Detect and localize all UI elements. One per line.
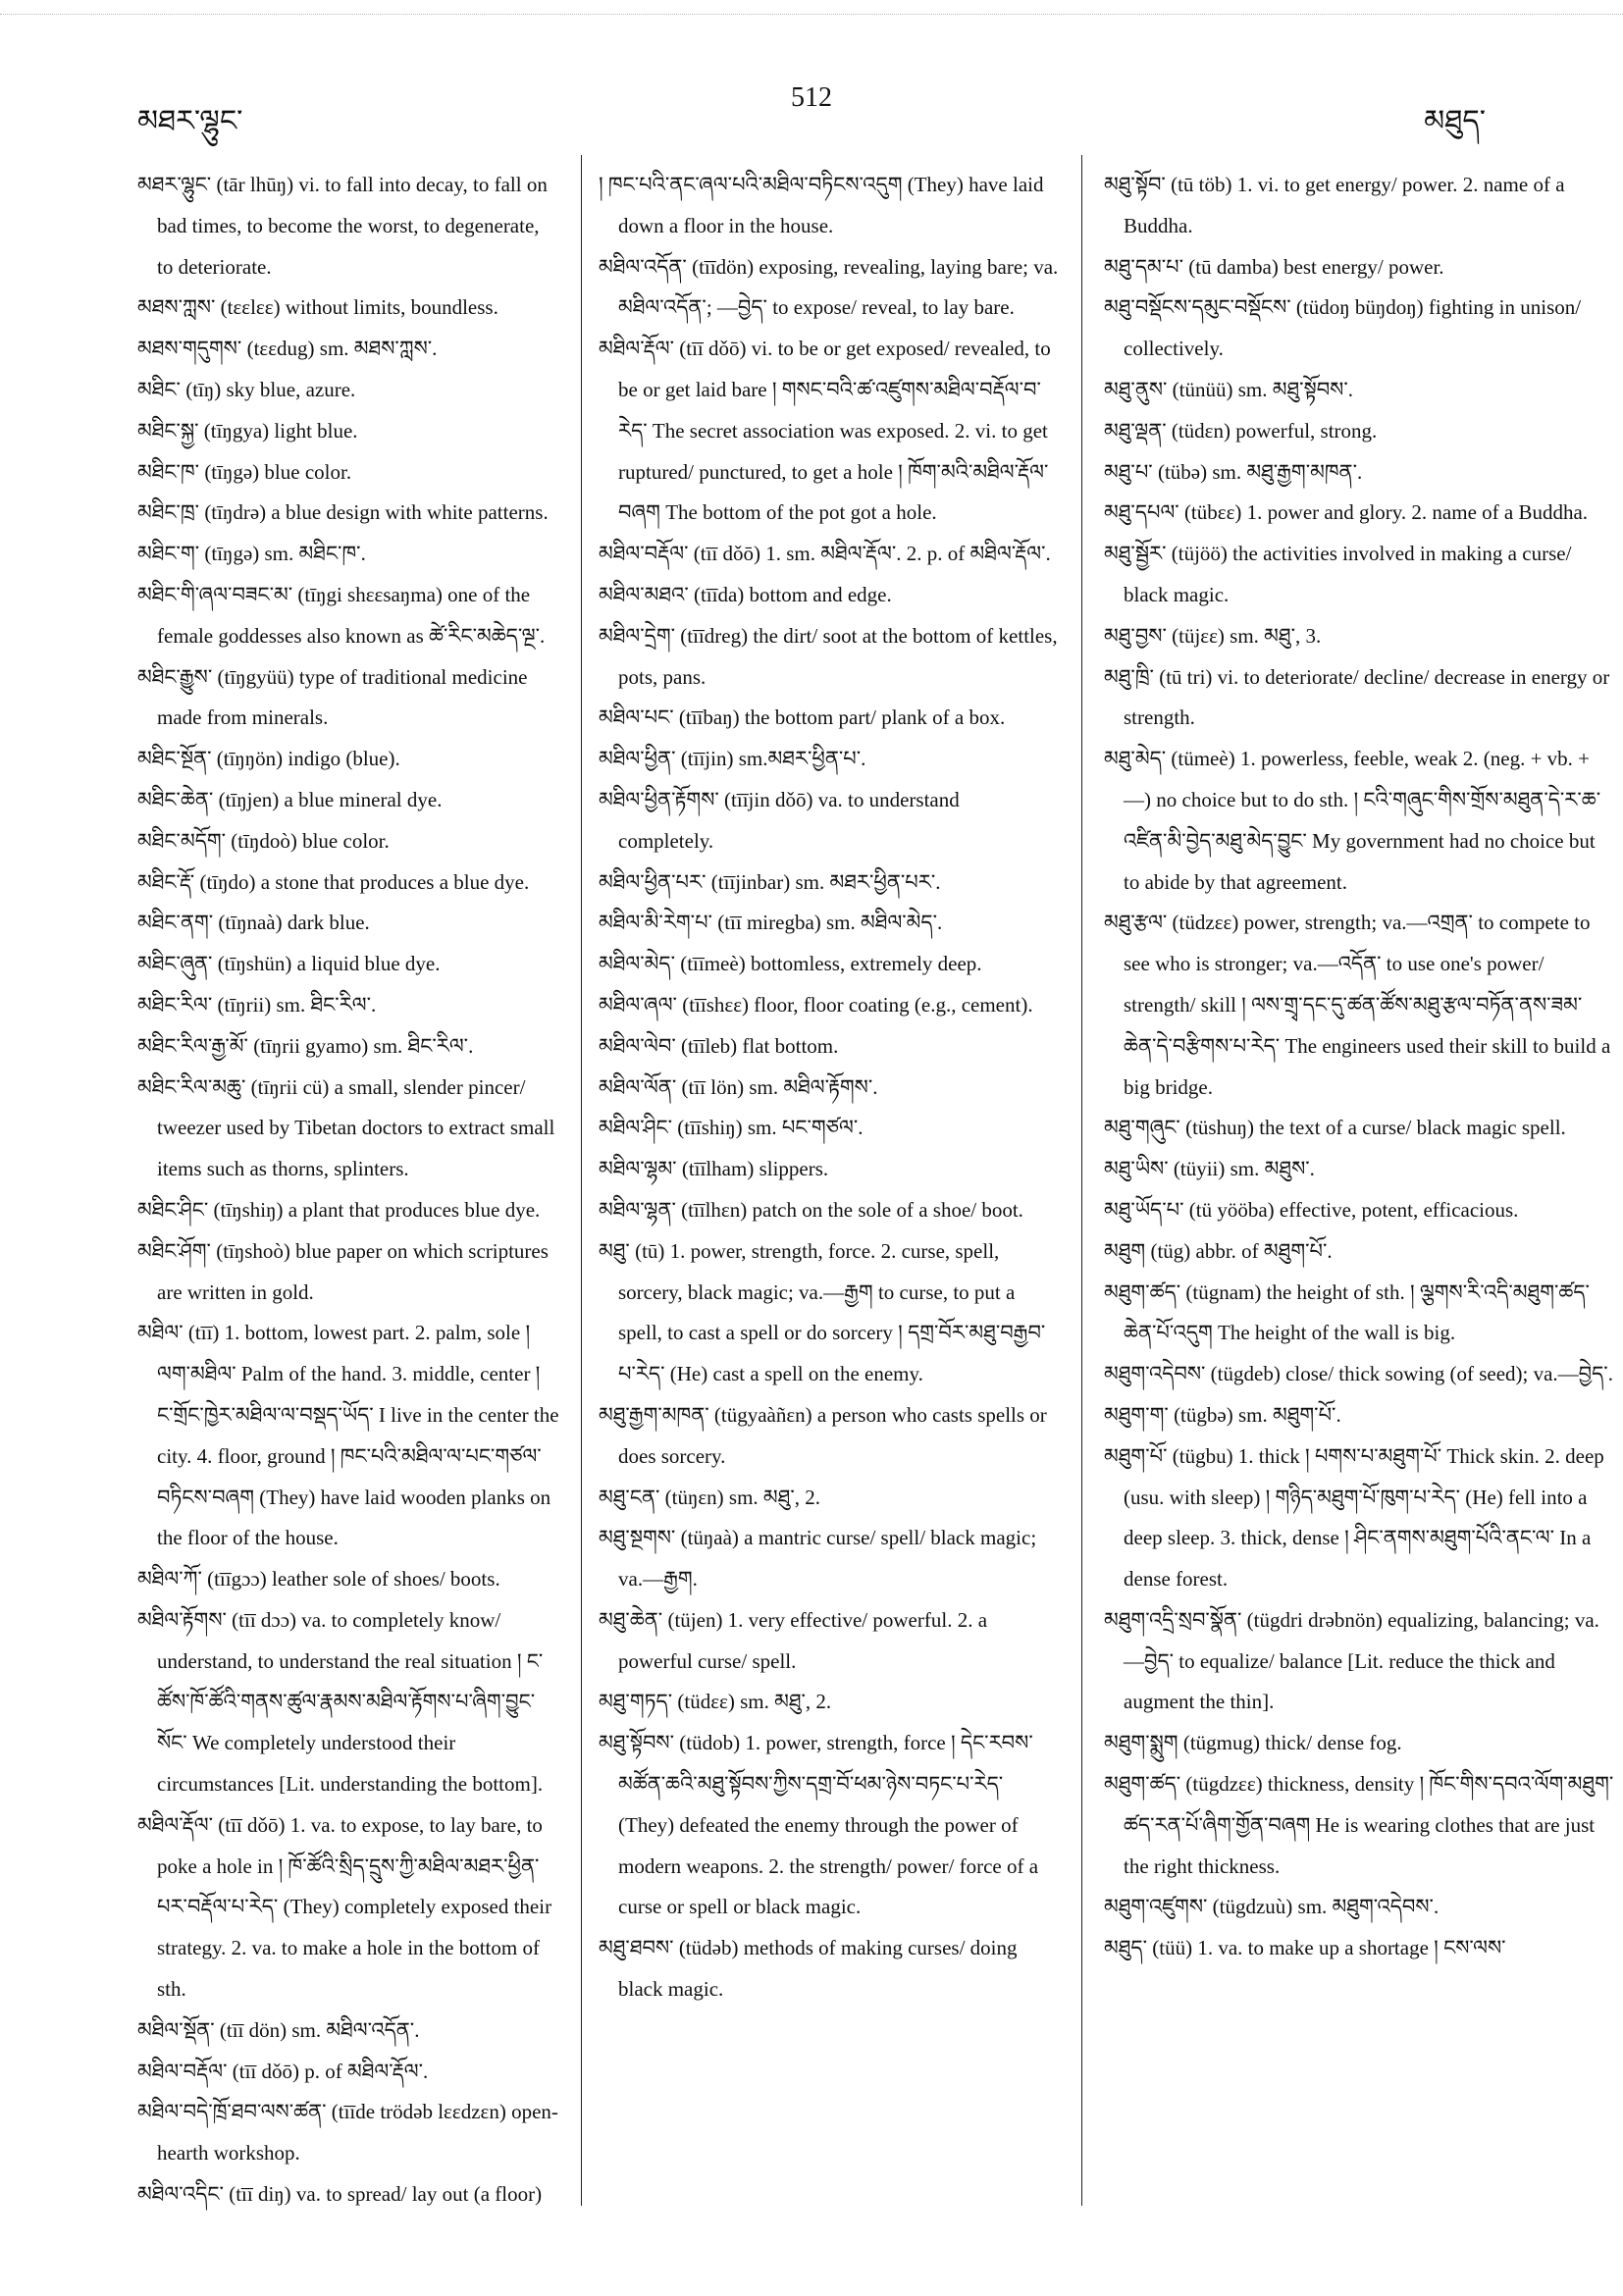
dictionary-entry: མཐིལ་མཐའ་ (tīīda) bottom and edge.	[599, 582, 892, 606]
dictionary-entry: མཐིལ་ཕྱིན་པར་ (tīījinbar) sm. མཐར་ཕྱིན་པར་.	[599, 869, 941, 894]
dictionary-entry: མཐིང་ནག་ (tīŋnaà) dark blue.	[137, 911, 370, 935]
dictionary-entry: མཐིལ་ལེབ་ (tīīleb) flat bottom.	[599, 1033, 839, 1058]
dictionary-entry: མཐས་ཀླས་ (tɛɛlɛɛ) without limits, boundless.	[137, 295, 498, 320]
dictionary-entry: མཐུ་མེད་ (tümeè) 1. powerless, feeble, weak 2. (neg. + vb. + —) no choice but to do sth. ། ངའི་གཞུང་གིས་གྲོས་མཐུན་དེ་ར་ཆ་འཛིན་མི་བྱེད་མཐུ་མེད་བྱུང་ My government had no choice but to abide by that agreement.	[1104, 747, 1601, 894]
dictionary-entry: མཐིང་ཤིང་ (tīŋshiŋ) a plant that produces blue dye.	[137, 1197, 541, 1222]
dictionary-entry: མཐུ་ཁྲི་ (tū tri) vi. to deteriorate/ decline/ decrease in energy or strength.	[1104, 664, 1610, 730]
dictionary-entry: མཐིལ་ཕྱིན་ (tīījin) sm.མཐར་ཕྱིན་པ་.	[599, 747, 866, 771]
dictionary-entry: མཐུ་པ་ (tübə) sm. མཐུ་རྒྱག་མཁན་.	[1104, 459, 1363, 484]
dictionary-entry: མཐུ་ཐབས་ (tüdəb) methods of making curses/ doing black magic.	[599, 1936, 1018, 2002]
dictionary-entry: མཐིལ་ཤིང་ (tīīshiŋ) sm. པང་གཙལ་.	[599, 1116, 864, 1140]
dictionary-entry: མཐས་གདུགས་ (tɛɛdug) sm. མཐས་ཀླས་.	[137, 337, 438, 361]
dictionary-entry: མཐུག་སྨུག (tügmug) thick/ dense fog.	[1104, 1731, 1402, 1755]
dictionary-entry: མཐུ་གཏད་ (tüdɛɛ) sm. མཐུ་, 2.	[599, 1690, 832, 1714]
dictionary-entry: མཐིང་ (tīŋ) sky blue, azure.	[137, 377, 356, 401]
dictionary-entry: མཐིལ་ལོན་ (tīī lön) sm. མཐིལ་རྟོགས་.	[599, 1074, 878, 1099]
dictionary-entry: མཐིལ་ཀོ་ (tīīgɔɔ) leather sole of shoes/ boots.	[137, 1567, 500, 1592]
dictionary-entry: མཐིལ་མེད་ (tīīmeè) bottomless, extremely deep.	[599, 952, 982, 976]
dictionary-entry: མཐིལ་བདེ་ཁྲོ་ཐབ་ལས་ཚན་ (tīīde trödəb lɛɛdzɛn) open-hearth workshop.	[137, 2100, 558, 2166]
dictionary-entry: མཐར་ལྷུང་ (tār lhūŋ) vi. to fall into decay, to fall on bad times, to become the worst, to degenerate, to deteriorate.	[137, 173, 548, 279]
dictionary-entry: མཐིང་རིལ་མཆུ་ (tīŋrii cü) a small, slender pincer/ tweezer used by Tibetan doctors to extract small items such as thorns, splinters.	[137, 1074, 555, 1181]
dictionary-entry: མཐུ་རྒྱག་མཁན་ (tügyaàñɛn) a person who casts spells or does sorcery.	[599, 1402, 1047, 1468]
dictionary-entry: མཐུ་ (tū) 1. power, strength, force. 2. curse, spell, sorcery, black magic; va.—རྒྱག to curse, to put a spell, to cast a spell or do sorcery ། དགྲ་བོར་མཐུ་བརྒྱབ་པ་རེད་ (He) cast a spell on the enemy.	[599, 1238, 1046, 1386]
dictionary-entry: མཐུག་ག་ (tügbə) sm. མཐུག་པོ་.	[1104, 1402, 1341, 1427]
dictionary-entry: མཐིང་སྔོན་ (tīŋŋön) indigo (blue).	[137, 747, 400, 771]
dictionary-entry: མཐུ་ལྡན་ (tüdɛn) powerful, strong.	[1104, 418, 1378, 443]
dictionary-entry: མཐུག (tüg) abbr. of མཐུག་པོ་.	[1104, 1238, 1333, 1263]
dictionary-entry: མཐིལ་ཕྱིན་རྟོགས་ (tīījin dǒō) va. to understand completely.	[599, 787, 960, 853]
dictionary-entry: མཐིང་ག་ (tīŋgə) sm. མཐིང་ཁ་.	[137, 542, 366, 566]
dictionary-entry: མཐིལ་ (tīī) 1. bottom, lowest part. 2. palm, sole ། ལག་མཐིལ་ Palm of the hand. 3. middle, center ། ང་གྲོང་ཁྱེར་མཐིལ་ལ་བསྡད་ཡོད་ I live in the center the city. 4. floor, ground ། ཁང་པའི་མཐིལ་ལ་པང་གཙལ་བཏིངས་བཞག (They) have laid wooden planks on the floor of the house.	[137, 1321, 559, 1550]
dictionary-column-2	[599, 165, 1060, 2010]
dictionary-entry: མཐུ་སྟོབས་ (tüdob) 1. power, strength, force ། དེང་རབས་མཚོན་ཆའི་མཐུ་སྟོབས་ཀྱིས་དགྲ་བོ་ཕམ་ཉེས་བཏང་པ་རེད་ (They) defeated the enemy through the power of modern weapons. 2. the strength/ power/ force of a curse or spell or black magic.	[599, 1731, 1039, 1919]
dictionary-entry: མཐུད་ (tüü) 1. va. to make up a shortage ། ངས་ལས་	[1104, 1936, 1506, 1960]
dictionary-entry: མཐིང་གི་ཞལ་བཟང་མ་ (tīŋgi shɛɛsaŋma) one of the female goddesses also known as ཚེ་རིང་མཆེད་ལྔ་.	[137, 582, 546, 648]
guide-word-right: མཐུད་	[1424, 105, 1486, 137]
dictionary-entry: མཐིལ་རྟོགས་ (tīī dɔɔ) va. to completely know/ understand, to understand the real situation ། ང་ཚོས་ཁོ་ཚོའི་གནས་ཚུལ་རྣམས་མཐིལ་རྟོགས་པ་ཞིག་བྱུང་སོང་ We completely understood their circumstances [Lit. understanding the bottom].	[137, 1607, 544, 1797]
dictionary-entry: མཐིང་ཁྲ་ (tīŋdrə) a blue design with white patterns.	[137, 500, 549, 525]
dictionary-entry: མཐིལ་བརྡོལ་ (tīī dǒō) p. of མཐིལ་རྡོལ་.	[137, 2059, 429, 2083]
dictionary-entry: མཐིང་རིལ་ (tīŋrii) sm. ཐིང་རིལ་.	[137, 992, 377, 1017]
column-divider	[581, 155, 582, 2206]
dictionary-entry: མཐིལ་ལྷམ་ (tīīlham) slippers.	[599, 1157, 829, 1181]
dictionary-entry: མཐུག་འདེབས་ (tügdeb) close/ thick sowing (of seed); va.—བྱེད་.	[1104, 1362, 1613, 1386]
dictionary-entry: མཐིལ་ལྷན་ (tīīlhɛn) patch on the sole of a shoe/ boot.	[599, 1197, 1023, 1222]
dictionary-entry: མཐུག་ཚད་ (tügdzɛɛ) thickness, density ། ཁོང་གིས་དབའ་ལོག་མཐུག་ཚད་རན་པོ་ཞིག་གྱོན་བཞག He is wearing clothes that are just the right thickness.	[1104, 1772, 1614, 1878]
dictionary-entry: མཐིལ་པང་ (tīībaŋ) the bottom part/ plank of a box.	[599, 705, 1006, 730]
dictionary-entry: མཐིང་མདོག་ (tīŋdoò) blue color.	[137, 828, 390, 853]
dictionary-entry: མཐིང་ཁ་ (tīŋgə) blue color.	[137, 459, 352, 484]
dictionary-entry: མཐུ་སྦྱོར་ (tüjöö) the activities involved in making a curse/ black magic.	[1104, 542, 1572, 606]
dictionary-entry: མཐུ་དཔལ་ (tübɛɛ) 1. power and glory. 2. name of a Buddha.	[1104, 500, 1589, 525]
dictionary-entry: མཐུ་སྟོབ་ (tū töb) 1. vi. to get energy/ power. 2. name of a Buddha.	[1104, 173, 1565, 237]
dictionary-entry: མཐུག་ཚད་ (tügnam) the height of sth. ། ལྕགས་རི་འདི་མཐུག་ཚད་ཆེན་པོ་འདུག The height of the wall is big.	[1104, 1279, 1590, 1345]
dictionary-entry: མཐིལ་རྡོལ་ (tīī dǒō) 1. va. to expose, to lay bare, to poke a hole in ། ཁོ་ཚོའི་སྲིད་དྲུས་ཀྱི་མཐིལ་མཐར་ཕྱིན་པར་བརྡོལ་པ་རེད་ (They) completely exposed their strategy. 2. va. to make a hole in the bottom of sth.	[137, 1812, 552, 2002]
dictionary-entry: མཐིང་རྒྱུས་ (tīŋgyüü) type of traditional medicine made from minerals.	[137, 664, 528, 730]
dictionary-entry: མཐིང་ཞུན་ (tīŋshün) a liquid blue dye.	[137, 952, 441, 976]
dictionary-entry: མཐུ་སྔགས་ (tüŋaà) a mantric curse/ spell/ black magic; va.—རྒྱག.	[599, 1526, 1037, 1592]
dictionary-entry: མཐུ་དམ་པ་ (tū damba) best energy/ power.	[1104, 254, 1444, 279]
dictionary-entry: མཐིལ་རྡོལ་ (tīī dǒō) vi. to be or get exposed/ revealed, to be or get laid bare ། གསང་བའི་ཚ་འཛུགས་མཐིལ་བརྡོལ་བ་རེད་ The secret association was exposed. 2. vi. to get ruptured/ punctured, to get a hole ། ཁོག་མའི་མཐིལ་རྡོལ་བཞག The bottom of the pot got a hole.	[599, 337, 1051, 525]
dictionary-entry: མཐིང་སྐྱ་ (tīŋgya) light blue.	[137, 418, 358, 443]
dictionary-entry: མཐུ་ཡོད་པ་ (tü yööba) effective, potent, efficacious.	[1104, 1197, 1519, 1222]
dictionary-entry: མཐུ་བྱས་ (tüjɛɛ) sm. མཐུ་, 3.	[1104, 623, 1322, 648]
dictionary-entry: མཐུ་ཆེན་ (tüjen) 1. very effective/ powerful. 2. a powerful curse/ spell.	[599, 1607, 988, 1673]
dictionary-entry: མཐིལ་འདིང་ (tīī diŋ) va. to spread/ lay out (a floor)	[137, 2182, 543, 2207]
page-number: 512	[791, 82, 832, 113]
dictionary-entry: ། ཁང་པའི་ནང་ཞལ་པའི་མཐིལ་བཏིངས་འདུག (They) have laid down a floor in the house.	[599, 173, 1044, 237]
dictionary-entry: མཐུ་ནུས་ (tünüü) sm. མཐུ་སྟོབས་.	[1104, 377, 1354, 401]
dictionary-entry: མཐིང་ཤོག་ (tīŋshoò) blue paper on which scriptures are written in gold.	[137, 1238, 549, 1304]
dictionary-entry: མཐུག་འདྲི་སྲབ་སྣོན་ (tügdri drəbnön) equalizing, balancing; va.—བྱེད་ to equalize/ balance [Lit. reduce the thick and augment the thin].	[1104, 1607, 1599, 1714]
dictionary-entry: མཐུ་བསྡོངས་དམུང་བསྡོངས་ (tüdoŋ büŋdoŋ) fighting in unison/ collectively.	[1104, 295, 1582, 361]
dictionary-column-3	[1104, 165, 1614, 1969]
guide-word-left: མཐར་ལྷུང་	[137, 105, 243, 137]
scan-top-edge	[0, 14, 1623, 15]
dictionary-entry: མཐིལ་མི་རེག་པ་ (tīī miregba) sm. མཐིལ་མེད་.	[599, 911, 943, 935]
dictionary-entry: མཐིལ་སྡོན་ (tīī dön) sm. མཐིལ་འདོན་.	[137, 2017, 420, 2042]
dictionary-entry: མཐིང་ཆེན་ (tīŋjen) a blue mineral dye.	[137, 787, 443, 811]
dictionary-entry: མཐུ་ངན་ (tüŋɛn) sm. མཐུ་, 2.	[599, 1485, 820, 1509]
dictionary-entry: མཐིང་རྡོ་ (tīŋdo) a stone that produces a blue dye.	[137, 869, 530, 894]
dictionary-entry: མཐུག་པོ་ (tügbu) 1. thick ། པགས་པ་མཐུག་པོ་ Thick skin. 2. deep (usu. with sleep) ། གཉིད་མཐུག་པོ་ཁུག་པ་རེད་ (He) fell into a deep sleep. 3. thick, dense ། ཤིང་ནགས་མཐུག་པོའི་ནང་ལ་ In a dense forest.	[1104, 1443, 1604, 1592]
dictionary-entry: མཐིལ་དྲེག་ (tīīdreg) the dirt/ soot at the bottom of kettles, pots, pans.	[599, 623, 1058, 689]
dictionary-entry: མཐུ་གཞུང་ (tüshuŋ) the text of a curse/ black magic spell.	[1104, 1116, 1566, 1140]
dictionary-entry: མཐིལ་འདོན་ (tīīdön) exposing, revealing, laying bare; va. མཐིལ་འདོན་; —བྱེད་ to expose/ reveal, to lay bare.	[599, 254, 1059, 320]
dictionary-entry: མཐུག་འཛུགས་ (tügdzuù) sm. མཐུག་འདེབས་.	[1104, 1895, 1440, 1919]
dictionary-entry: མཐིལ་བརྡོལ་ (tīī dǒō) 1. sm. མཐིལ་རྡོལ་. 2. p. of མཐིལ་རྡོལ་.	[599, 542, 1051, 566]
dictionary-entry: མཐུ་ཡིས་ (tüyii) sm. མཐུས་.	[1104, 1157, 1315, 1181]
column-divider	[1081, 155, 1082, 2206]
dictionary-entry: མཐིལ་ཞལ་ (tīīshɛɛ) floor, floor coating (e.g., cement).	[599, 992, 1033, 1017]
dictionary-entry: མཐུ་རྩལ་ (tüdzɛɛ) power, strength; va.—འགྲན་ to compete to see who is stronger; va.—འདོན་ to use one's power/ strength/ skill ། ལས་གྲྭ་དང་དུ་ཚན་ཚོས་མཐུ་རྩལ་བཏོན་ནས་ཟམ་ཆེན་དེ་བརྩིགས་པ་རེད་ The engineers used their skill to build a big bridge.	[1104, 911, 1611, 1099]
dictionary-column-1	[137, 165, 559, 2216]
dictionary-entry: མཐིང་རིལ་རྒྱ་མོ་ (tīŋrii gyamo) sm. ཐིང་རིལ་.	[137, 1033, 474, 1058]
